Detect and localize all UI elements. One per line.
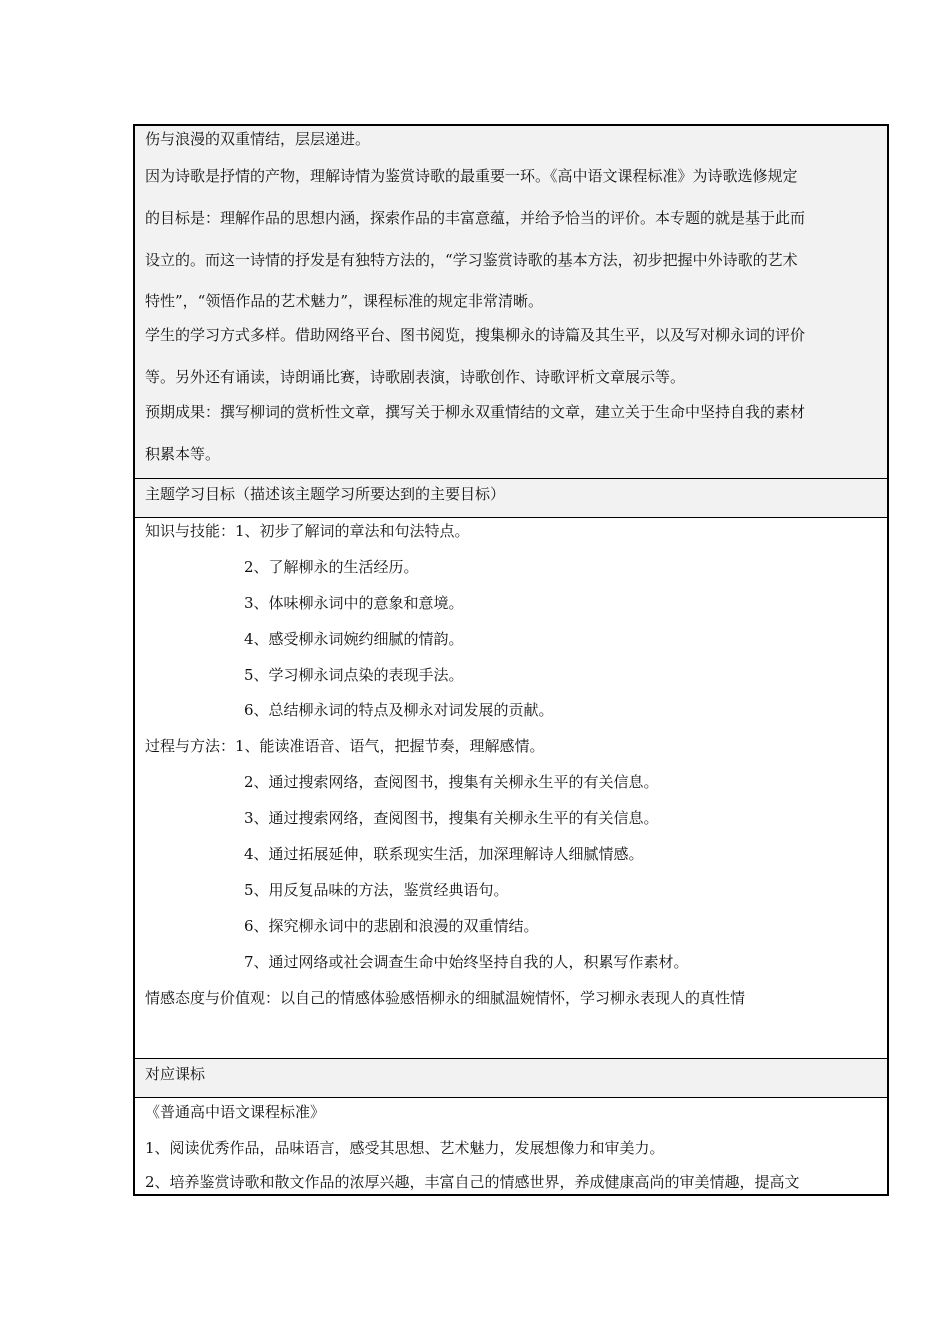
goal-line: 4、通过拓展延伸，联系现实生活，加深理解诗人细腻情感。 bbox=[244, 845, 644, 863]
intro-section bbox=[135, 126, 887, 478]
goal-line: 3、通过搜索网络，查阅图书，搜集有关柳永生平的有关信息。 bbox=[244, 809, 659, 827]
goals-header: 主题学习目标（描述该主题学习所要达到的主要目标） bbox=[145, 485, 506, 503]
intro-line: 设立的。而这一诗情的抒发是有独特方法的，“学习鉴赏诗歌的基本方法，初步把握中外诗歌的艺术 bbox=[145, 251, 798, 269]
intro-line: 积累本等。 bbox=[145, 445, 221, 463]
goal-line: 5、学习柳永词点染的表现手法。 bbox=[244, 666, 464, 684]
intro-line: 因为诗歌是抒情的产物，理解诗情为鉴赏诗歌的最重要一环。《高中语文课程标准》为诗歌选修规定 bbox=[145, 167, 798, 185]
lesson-plan-table bbox=[133, 124, 889, 1196]
intro-line: 等。另外还有诵读，诗朗诵比赛，诗歌剧表演，诗歌创作、诗歌评析文章展示等。 bbox=[145, 368, 686, 386]
goal-line: 知识与技能：1、初步了解词的章法和句法特点。 bbox=[145, 522, 470, 540]
goal-line: 7、通过网络或社会调查生命中始终坚持自我的人，积累写作素材。 bbox=[244, 953, 689, 971]
intro-line: 学生的学习方式多样。借助网络平台、图书阅览，搜集柳永的诗篇及其生平，以及写对柳永词的评价 bbox=[145, 326, 806, 344]
intro-line: 预期成果：撰写柳词的赏析性文章，撰写关于柳永双重情结的文章，建立关于生命中坚持自我的素材 bbox=[145, 403, 806, 421]
goal-line: 情感态度与价值观：以自己的情感体验感悟柳永的细腻温婉情怀，学习柳永表现人的真性情 bbox=[145, 989, 746, 1007]
intro-line: 伤与浪漫的双重情结，层层递进。 bbox=[145, 130, 371, 148]
goal-line: 3、体味柳永词中的意象和意境。 bbox=[244, 594, 464, 612]
standards-section bbox=[135, 1098, 887, 1194]
standards-line: 《普通高中语文课程标准》 bbox=[145, 1103, 326, 1121]
standards-header: 对应课标 bbox=[145, 1065, 206, 1083]
standards-header-row bbox=[135, 1059, 887, 1097]
goals-section bbox=[135, 518, 887, 1058]
goal-line: 5、用反复品味的方法，鉴赏经典语句。 bbox=[244, 881, 509, 899]
standards-line: 1、阅读优秀作品，品味语言，感受其思想、艺术魅力，发展想像力和审美力。 bbox=[145, 1139, 665, 1157]
intro-line: 特性”，“领悟作品的艺术魅力”，课程标准的规定非常清晰。 bbox=[145, 292, 544, 310]
goals-header-row bbox=[135, 479, 887, 517]
goal-line: 2、了解柳永的生活经历。 bbox=[244, 558, 419, 576]
goal-line: 6、探究柳永词中的悲剧和浪漫的双重情结。 bbox=[244, 917, 539, 935]
standards-line: 2、培养鉴赏诗歌和散文作品的浓厚兴趣，丰富自己的情感世界，养成健康高尚的审美情趣，提高文 bbox=[145, 1173, 800, 1191]
goal-line: 2、通过搜索网络，查阅图书，搜集有关柳永生平的有关信息。 bbox=[244, 773, 659, 791]
goal-line: 6、总结柳永词的特点及柳永对词发展的贡献。 bbox=[244, 701, 554, 719]
intro-line: 的目标是：理解作品的思想内涵，探索作品的丰富意蕴，并给予恰当的评价。本专题的就是基于此而 bbox=[145, 209, 806, 227]
goal-line: 4、感受柳永词婉约细腻的情韵。 bbox=[244, 630, 464, 648]
goal-line: 过程与方法：1、能读准语音、语气，把握节奏，理解感情。 bbox=[145, 737, 545, 755]
